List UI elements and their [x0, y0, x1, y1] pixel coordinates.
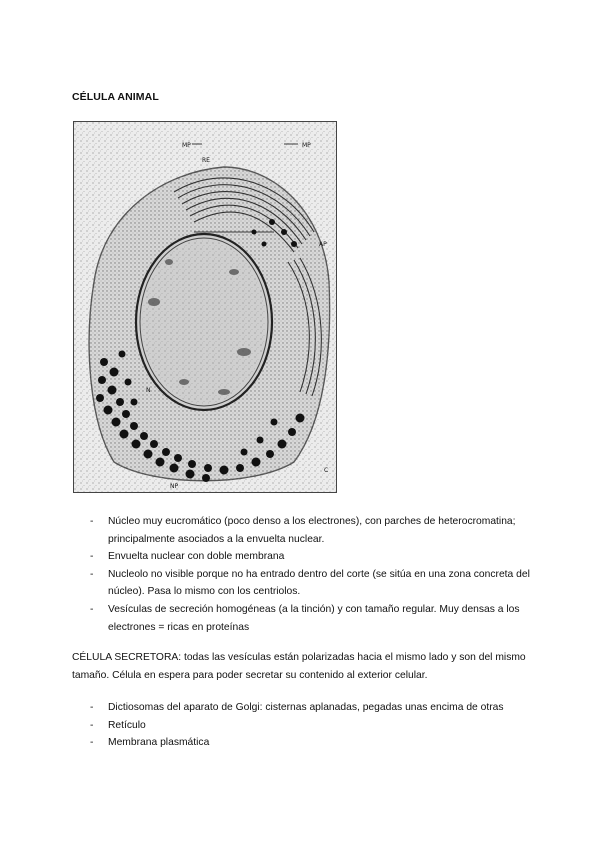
features-list: [72, 513, 542, 636]
list-item: - Núcleo muy eucromático (poco denso a los electrones), con parches de heterocromatina; principalmente asociados a la envuelta nuclear.: [90, 516, 516, 545]
label-np: NP: [170, 483, 179, 490]
label-mp-left: MP: [182, 142, 191, 149]
label-c: C: [324, 467, 329, 474]
label-n: N: [146, 387, 151, 394]
list-item: - Vesículas de secreción homogéneas (a la tinción) y con tamaño regular. Muy densas a los electrones = ricas en proteínas: [90, 603, 520, 633]
label-re: RE: [202, 157, 210, 164]
electron-micrograph: [73, 121, 337, 493]
label-ap: AP: [319, 241, 327, 248]
micrograph-drawing: [74, 122, 336, 492]
list-item: - Envuelta nuclear con doble membrana: [90, 551, 285, 563]
list-item: - Nucleolo no visible porque no ha entrado dentro del corte (se sitúa en una zona concreta del núcleo). Pasa lo mismo con los centriolos.: [90, 568, 530, 598]
label-mp-right: MP: [302, 142, 311, 149]
list-item: - Membrana plasmática: [90, 737, 210, 749]
list-item: - Dictiosomas del aparato de Golgi: cisternas aplanadas, pegadas unas encima de otras: [90, 702, 504, 713]
secretory-cell-paragraph: CÉLULA SECRETORA: todas las vesículas están polarizadas hacia el mismo lado y son del mismo tamaño. Célula en espera para poder secretar su contenido al exterior celular.: [72, 652, 526, 681]
list-item: - Retículo: [90, 719, 146, 731]
structures-list: [72, 699, 542, 752]
page-title: CÉLULA ANIMAL: [72, 91, 159, 103]
